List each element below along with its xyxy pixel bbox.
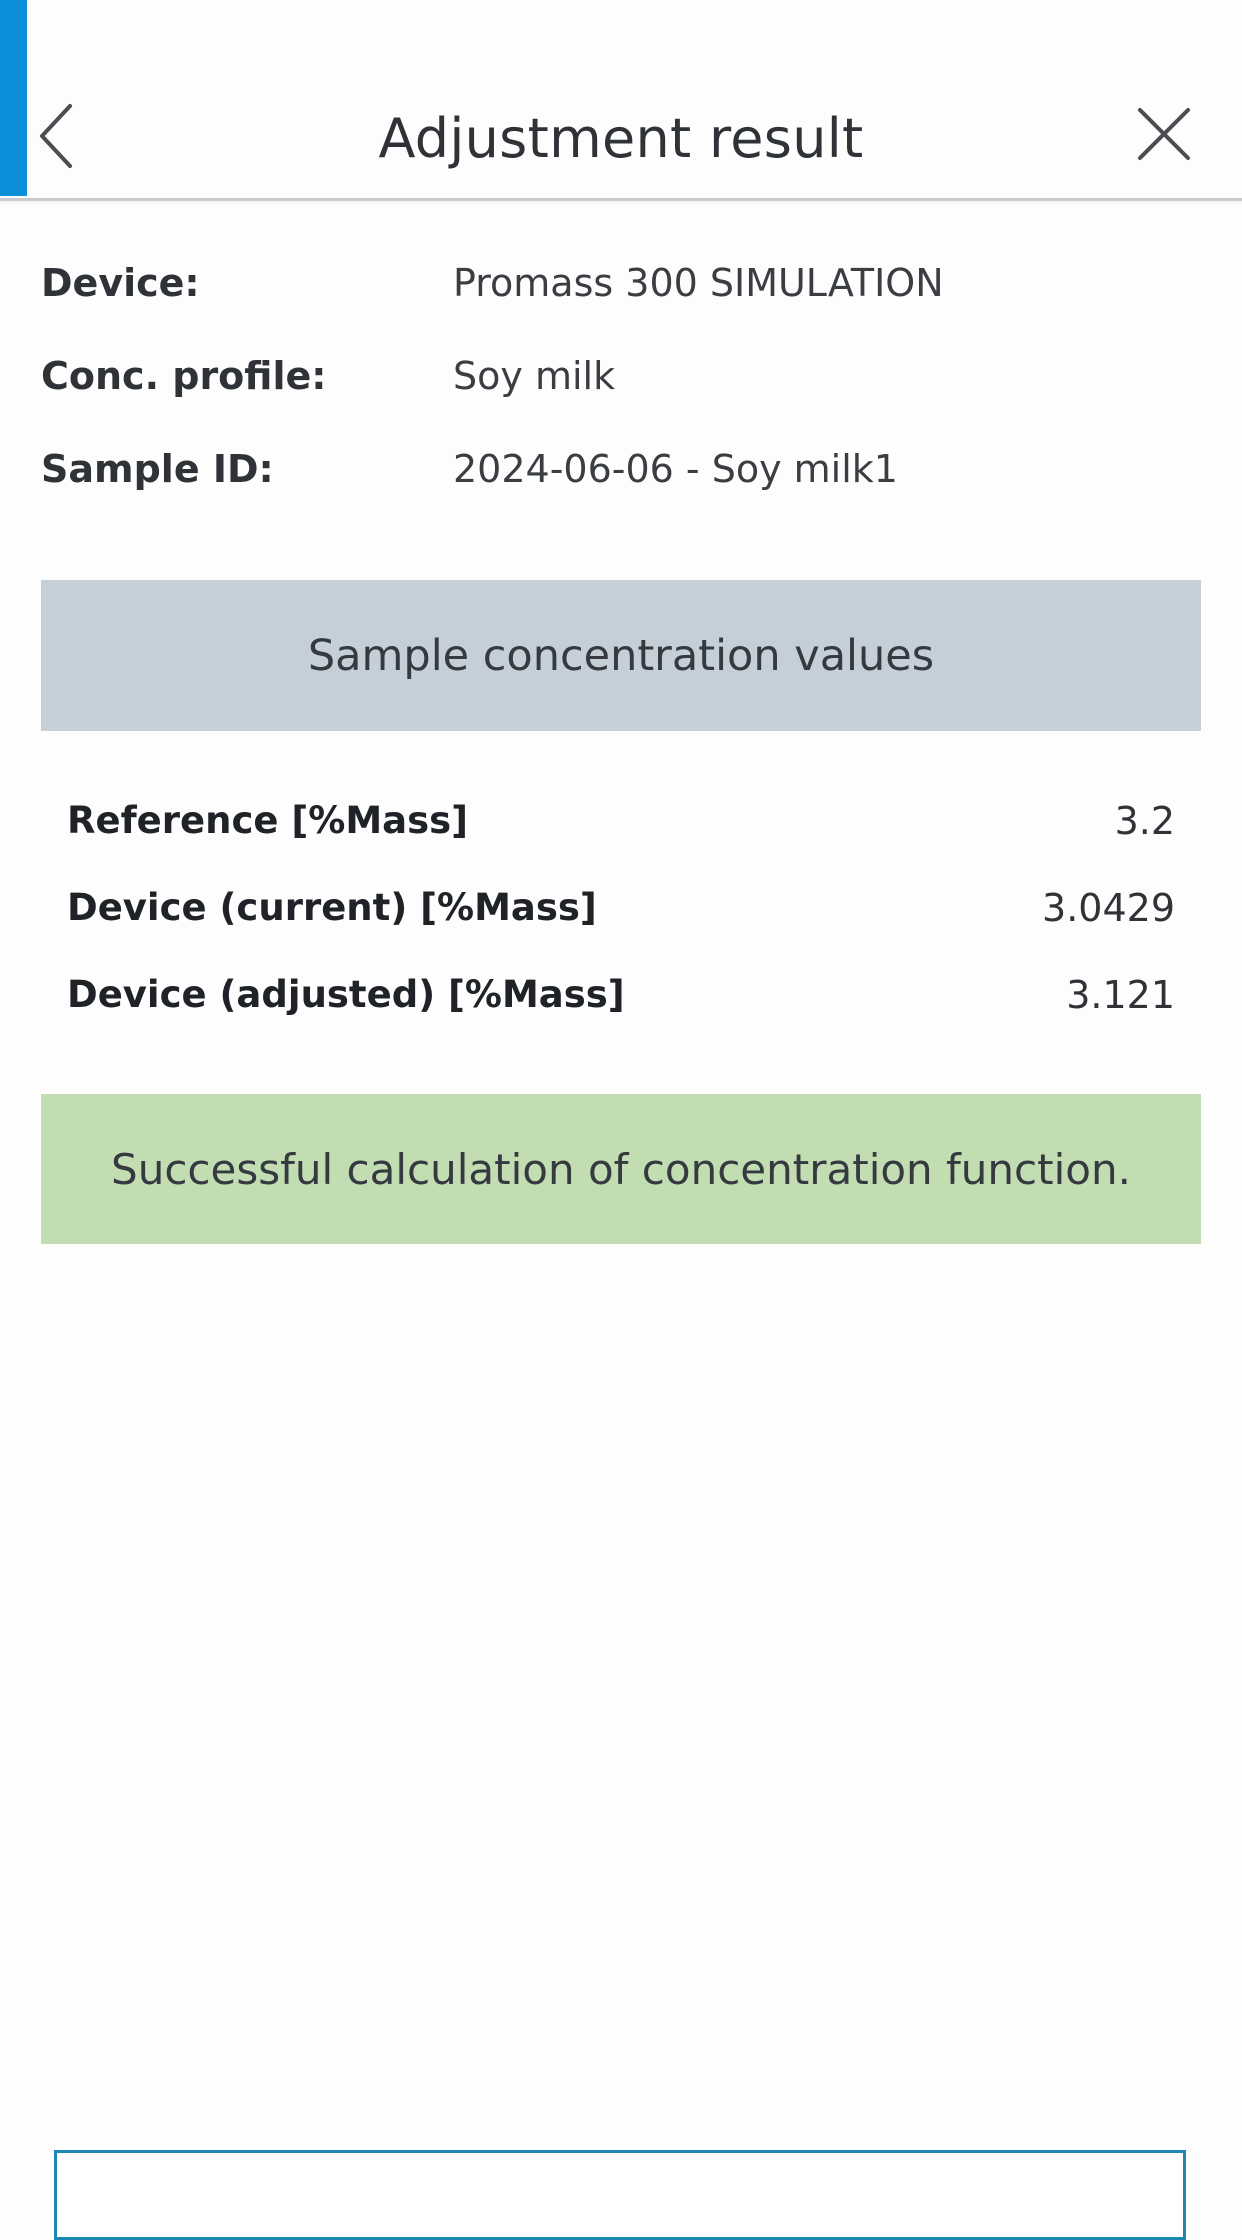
sample-value: 2024-06-06 - Soy milk1 (453, 447, 898, 491)
close-button[interactable] (1132, 102, 1196, 166)
info-row-sample (41, 441, 1201, 534)
app-header (0, 0, 1242, 201)
adjusted-value: 3.121 (1066, 973, 1175, 1017)
value-row-current (67, 882, 1175, 969)
sample-label: Sample ID: (41, 447, 274, 491)
device-info (41, 255, 1201, 534)
concentration-values (67, 795, 1175, 1056)
action-button[interactable] (54, 2150, 1186, 2240)
close-icon (1136, 106, 1192, 162)
info-row-profile (41, 348, 1201, 441)
value-row-adjusted (67, 969, 1175, 1056)
info-row-device (41, 255, 1201, 348)
reference-label: Reference [%Mass] (67, 799, 469, 842)
device-label: Device: (41, 261, 200, 305)
page-title: Adjustment result (378, 107, 864, 170)
profile-label: Conc. profile: (41, 354, 327, 398)
status-banner: Successful calculation of concentration function. (41, 1094, 1201, 1244)
adjusted-label: Device (adjusted) [%Mass] (67, 973, 625, 1016)
reference-value: 3.2 (1114, 799, 1175, 843)
current-label: Device (current) [%Mass] (67, 886, 597, 929)
current-value: 3.0429 (1042, 886, 1175, 930)
section-header: Sample concentration values (41, 580, 1201, 731)
profile-value: Soy milk (453, 354, 616, 398)
value-row-reference (67, 795, 1175, 882)
device-value: Promass 300 SIMULATION (453, 261, 944, 305)
left-accent-bar (0, 0, 27, 196)
